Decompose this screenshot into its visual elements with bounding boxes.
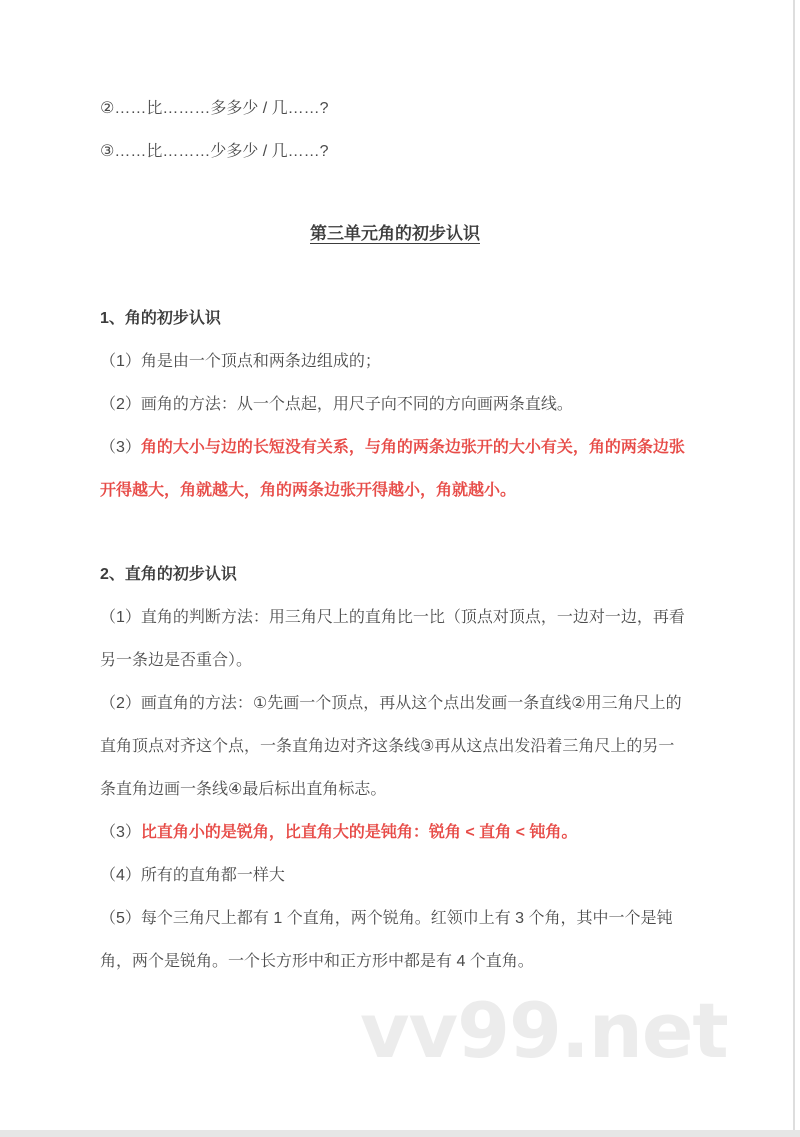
item-number: （2）	[100, 695, 141, 712]
section-1-heading-text: 1、角的初步认识	[100, 310, 221, 327]
item-number: （4）	[100, 867, 141, 884]
item-text: 每个三角尺上都有 1 个直角，两个锐角。红领巾上有 3 个角，其中一个是钝角，两个是锐角。一个长方形中和正方形中都是有 4 个直角。	[100, 910, 673, 970]
intro-line-2-text: ②……比………多多少 / 几……?	[100, 100, 329, 117]
section-2-heading	[100, 553, 690, 596]
section-2-heading-text: 2、直角的初步认识	[100, 566, 237, 583]
item-text: 画直角的方法：①先画一个顶点，再从这个点出发画一条直线②用三角尺上的直角顶点对齐这个点，一条直角边对齐这条线③再从这点出发沿着三角尺上的另一条直角边画一条线④最后标出直角标志。	[100, 695, 682, 798]
item-number: （1）	[100, 353, 141, 370]
page-edge-right-divider	[793, 0, 795, 1130]
item-text: 角是由一个顶点和两条边组成的；	[140, 353, 381, 370]
intro-line-2	[100, 87, 690, 130]
page-edge-bottom-divider	[0, 1130, 800, 1137]
item-text-emphasis: 比直角小的是锐角，比直角大的是钝角：锐角 < 直角 < 钝角。	[140, 824, 578, 841]
section-2-item-1	[100, 596, 690, 682]
item-number: （3）	[100, 439, 141, 456]
intro-line-3	[100, 130, 690, 173]
section-2-item-4	[100, 854, 690, 897]
section-2-item-3	[100, 811, 690, 854]
section-1-item-3	[100, 426, 690, 512]
section-1-item-2	[100, 383, 690, 426]
page-title-text: 第三单元角的初步认识	[310, 224, 480, 243]
item-text: 直角的判断方法：用三角尺上的直角比一比（顶点对顶点，一边对一边，再看另一条边是否重合）。	[100, 609, 685, 669]
item-text-emphasis: 角的大小与边的长短没有关系，与角的两条边张开的大小有关，角的两条边张开得越大，角就越大，角的两条边张开得越小，角就越小。	[100, 439, 685, 499]
section-1-item-1	[100, 340, 690, 383]
section-2-item-2	[100, 682, 690, 811]
item-number: （2）	[100, 396, 141, 413]
section-1-heading	[100, 297, 690, 340]
item-number: （3）	[100, 824, 141, 841]
page-title	[100, 212, 690, 255]
item-number: （1）	[100, 609, 141, 626]
item-text: 所有的直角都一样大	[140, 867, 285, 884]
item-text: 画角的方法：从一个点起，用尺子向不同的方向画两条直线。	[140, 396, 573, 413]
section-2-item-5	[100, 897, 690, 983]
intro-line-3-text: ③……比………少多少 / 几……?	[100, 143, 329, 160]
watermark-text: vv99.net	[360, 986, 728, 1075]
page-content	[100, 87, 690, 983]
item-number: （5）	[100, 910, 141, 927]
